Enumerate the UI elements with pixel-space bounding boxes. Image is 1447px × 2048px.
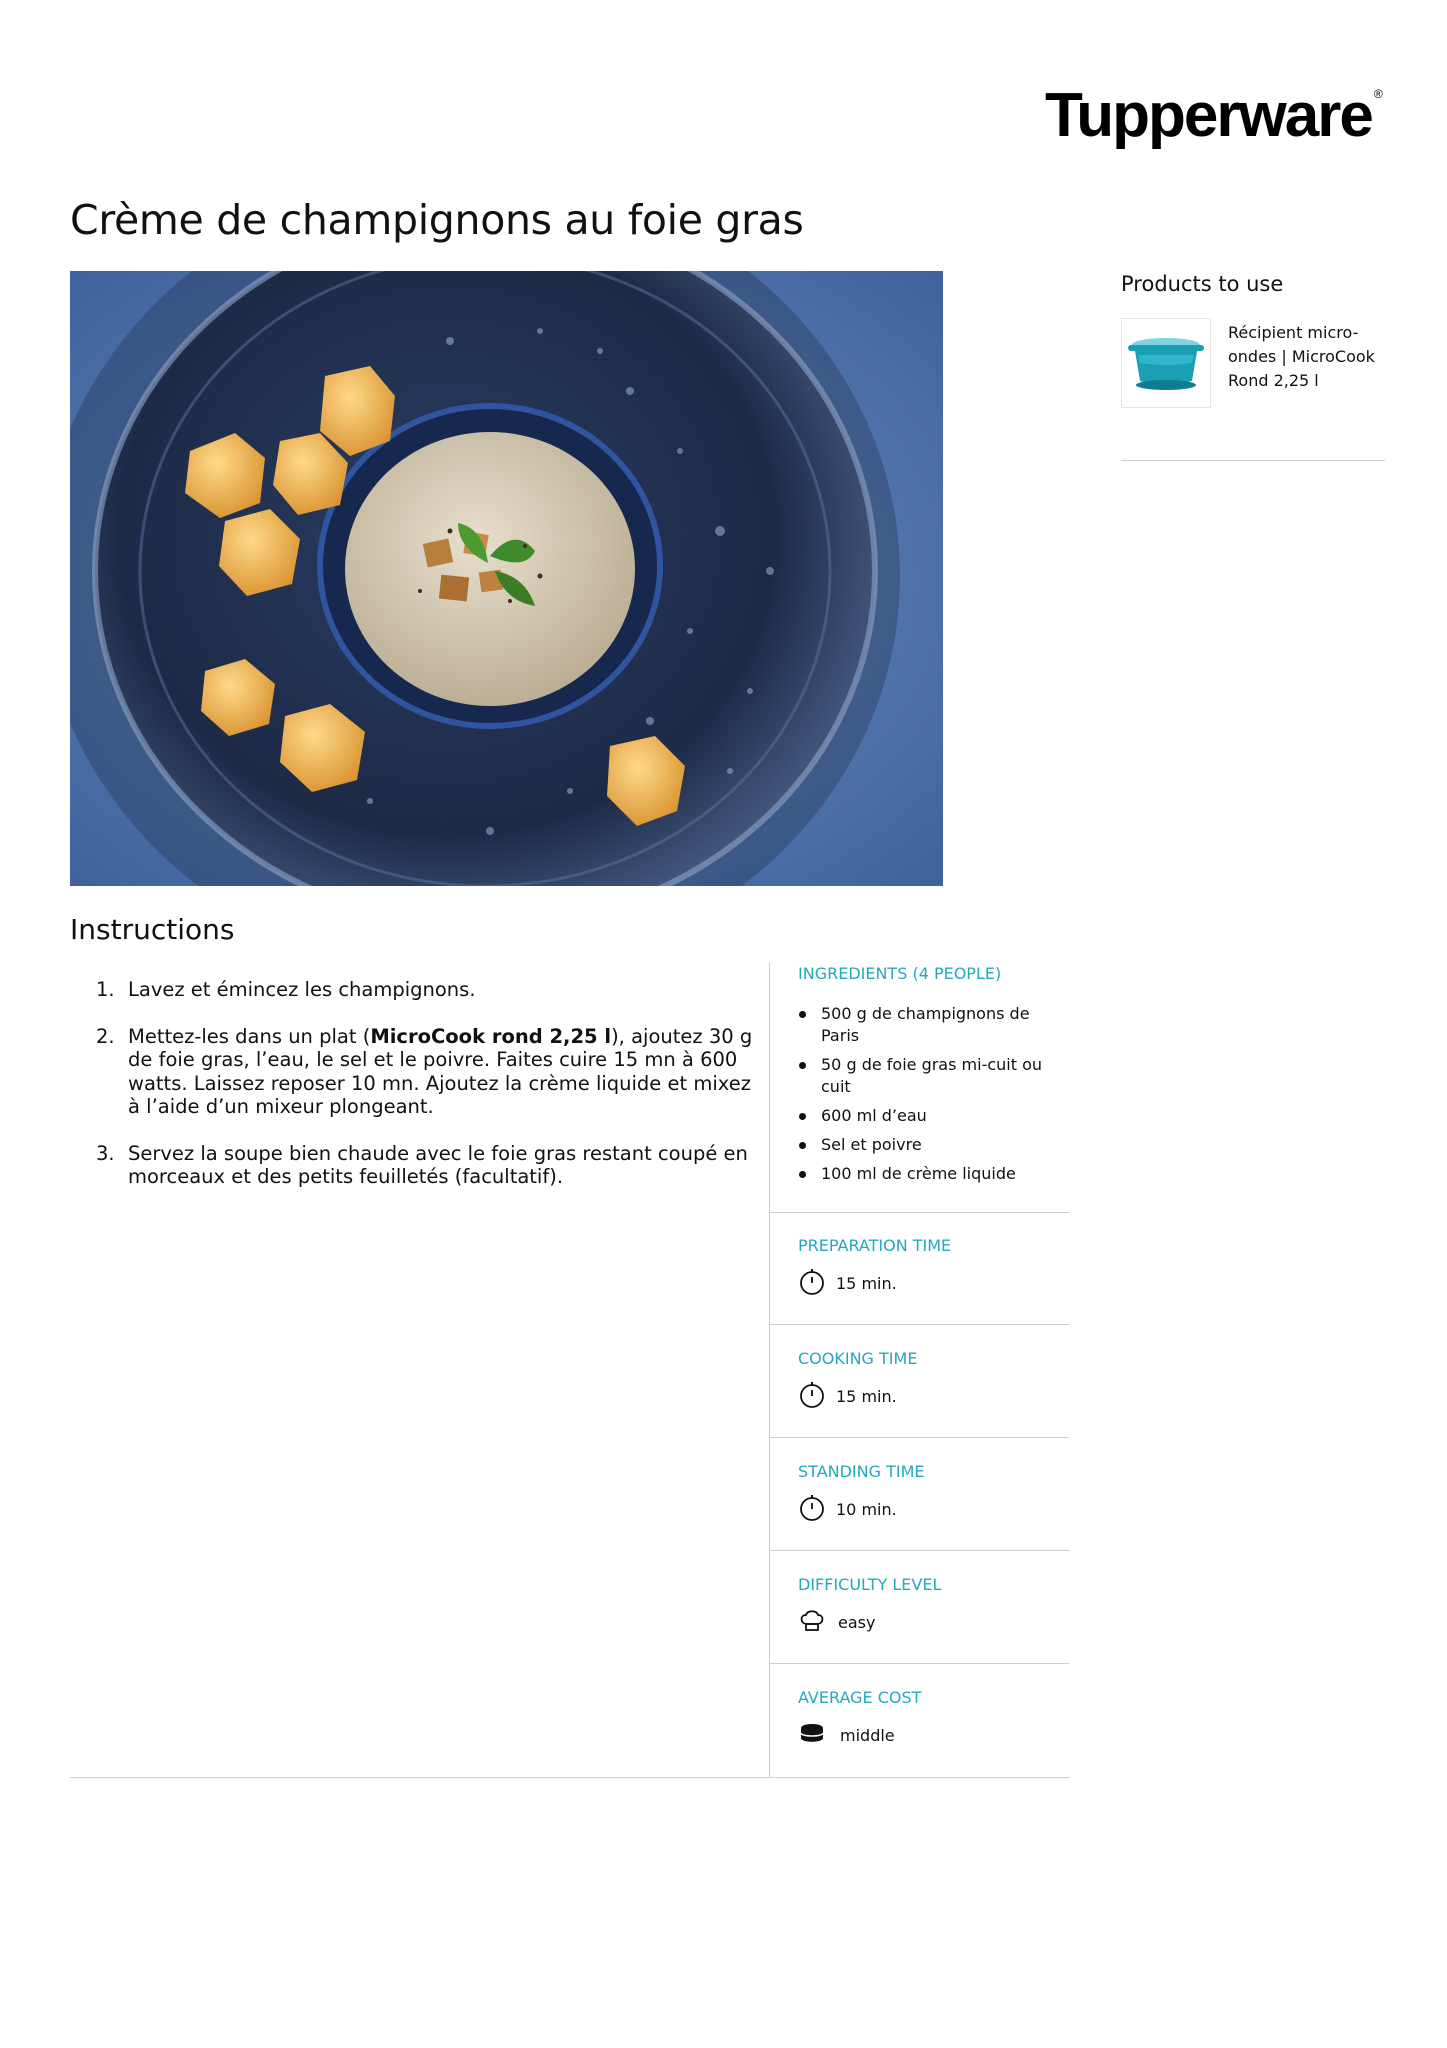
- product-name[interactable]: Récipient micro-ondes | MicroCook Rond 2,25 l: [1228, 323, 1375, 390]
- divider: [769, 1324, 1069, 1325]
- stopwatch-icon: [798, 1268, 826, 1296]
- difficulty-label: DIFFICULTY LEVEL: [798, 1575, 942, 1594]
- step-number: 1.: [96, 978, 115, 1001]
- step-number: 2.: [96, 1024, 115, 1048]
- standing-time-value: 10 min.: [836, 1500, 897, 1519]
- ingredients-label: INGREDIENTS (4 PEOPLE): [798, 964, 1002, 983]
- divider: [769, 1437, 1069, 1438]
- average-cost-label: AVERAGE COST: [798, 1688, 922, 1707]
- stopwatch-icon: [798, 1381, 826, 1409]
- recipe-photo: [70, 271, 943, 886]
- instruction-step: [70, 1025, 760, 1119]
- ingredients-list: [798, 1003, 1053, 1192]
- coins-icon: [798, 1720, 826, 1748]
- recipe-title: Crème de champignons au foie gras: [70, 196, 804, 244]
- instruction-step: [70, 1142, 760, 1189]
- chef-hat-icon: [798, 1606, 826, 1634]
- microcook-pot-icon: [1122, 319, 1210, 407]
- step-text: ), ajoutez 30 g de foie gras, l’eau, le sel et le poivre. Faites cuire 15 mn à 600 watts. Laissez reposer 10 mn. Ajoutez la crème liquide et mixez à l’aide d’un mixeur plongeant.: [128, 1024, 753, 1118]
- products-heading: Products to use: [1121, 272, 1284, 296]
- preparation-time-label: PREPARATION TIME: [798, 1236, 952, 1255]
- standing-time-label: STANDING TIME: [798, 1462, 925, 1481]
- tupperware-logo: [1045, 80, 1383, 151]
- brand-name: Tupperware: [1045, 81, 1372, 150]
- ingredient-item: 600 ml d’eau: [798, 1105, 1053, 1127]
- instruction-step: [70, 978, 760, 1002]
- ingredient-item: 50 g de foie gras mi-cuit ou cuit: [798, 1054, 1053, 1098]
- divider: [769, 1212, 1069, 1213]
- step-text: Lavez et émincez les champignons.: [128, 978, 476, 1001]
- step-text: Servez la soupe bien chaude avec le foie gras restant coupé en morceaux et des petits feuilletés (facultatif).: [128, 1141, 748, 1188]
- instructions-list: [70, 978, 760, 1212]
- stopwatch-icon: [798, 1494, 826, 1522]
- divider: [769, 1663, 1069, 1664]
- preparation-time-value: 15 min.: [836, 1274, 897, 1293]
- ingredient-item: Sel et poivre: [798, 1134, 1053, 1156]
- ingredient-item: 100 ml de crème liquide: [798, 1163, 1053, 1185]
- step-number: 3.: [96, 1141, 115, 1165]
- divider: [769, 1550, 1069, 1551]
- bottom-divider: [70, 1777, 1069, 1778]
- product-reference: MicroCook rond 2,25 l: [370, 1024, 612, 1048]
- ingredient-item: 500 g de champignons de Paris: [798, 1003, 1053, 1047]
- cooking-time-label: COOKING TIME: [798, 1349, 918, 1368]
- difficulty-value: easy: [838, 1613, 876, 1632]
- product-thumbnail[interactable]: [1121, 318, 1211, 408]
- instructions-heading: Instructions: [70, 913, 235, 946]
- cooking-time-value: 15 min.: [836, 1387, 897, 1406]
- products-divider: [1121, 460, 1385, 461]
- average-cost-value: middle: [840, 1726, 895, 1745]
- step-text: Mettez-les dans un plat (: [128, 1024, 371, 1048]
- registered-mark: ®: [1373, 87, 1383, 101]
